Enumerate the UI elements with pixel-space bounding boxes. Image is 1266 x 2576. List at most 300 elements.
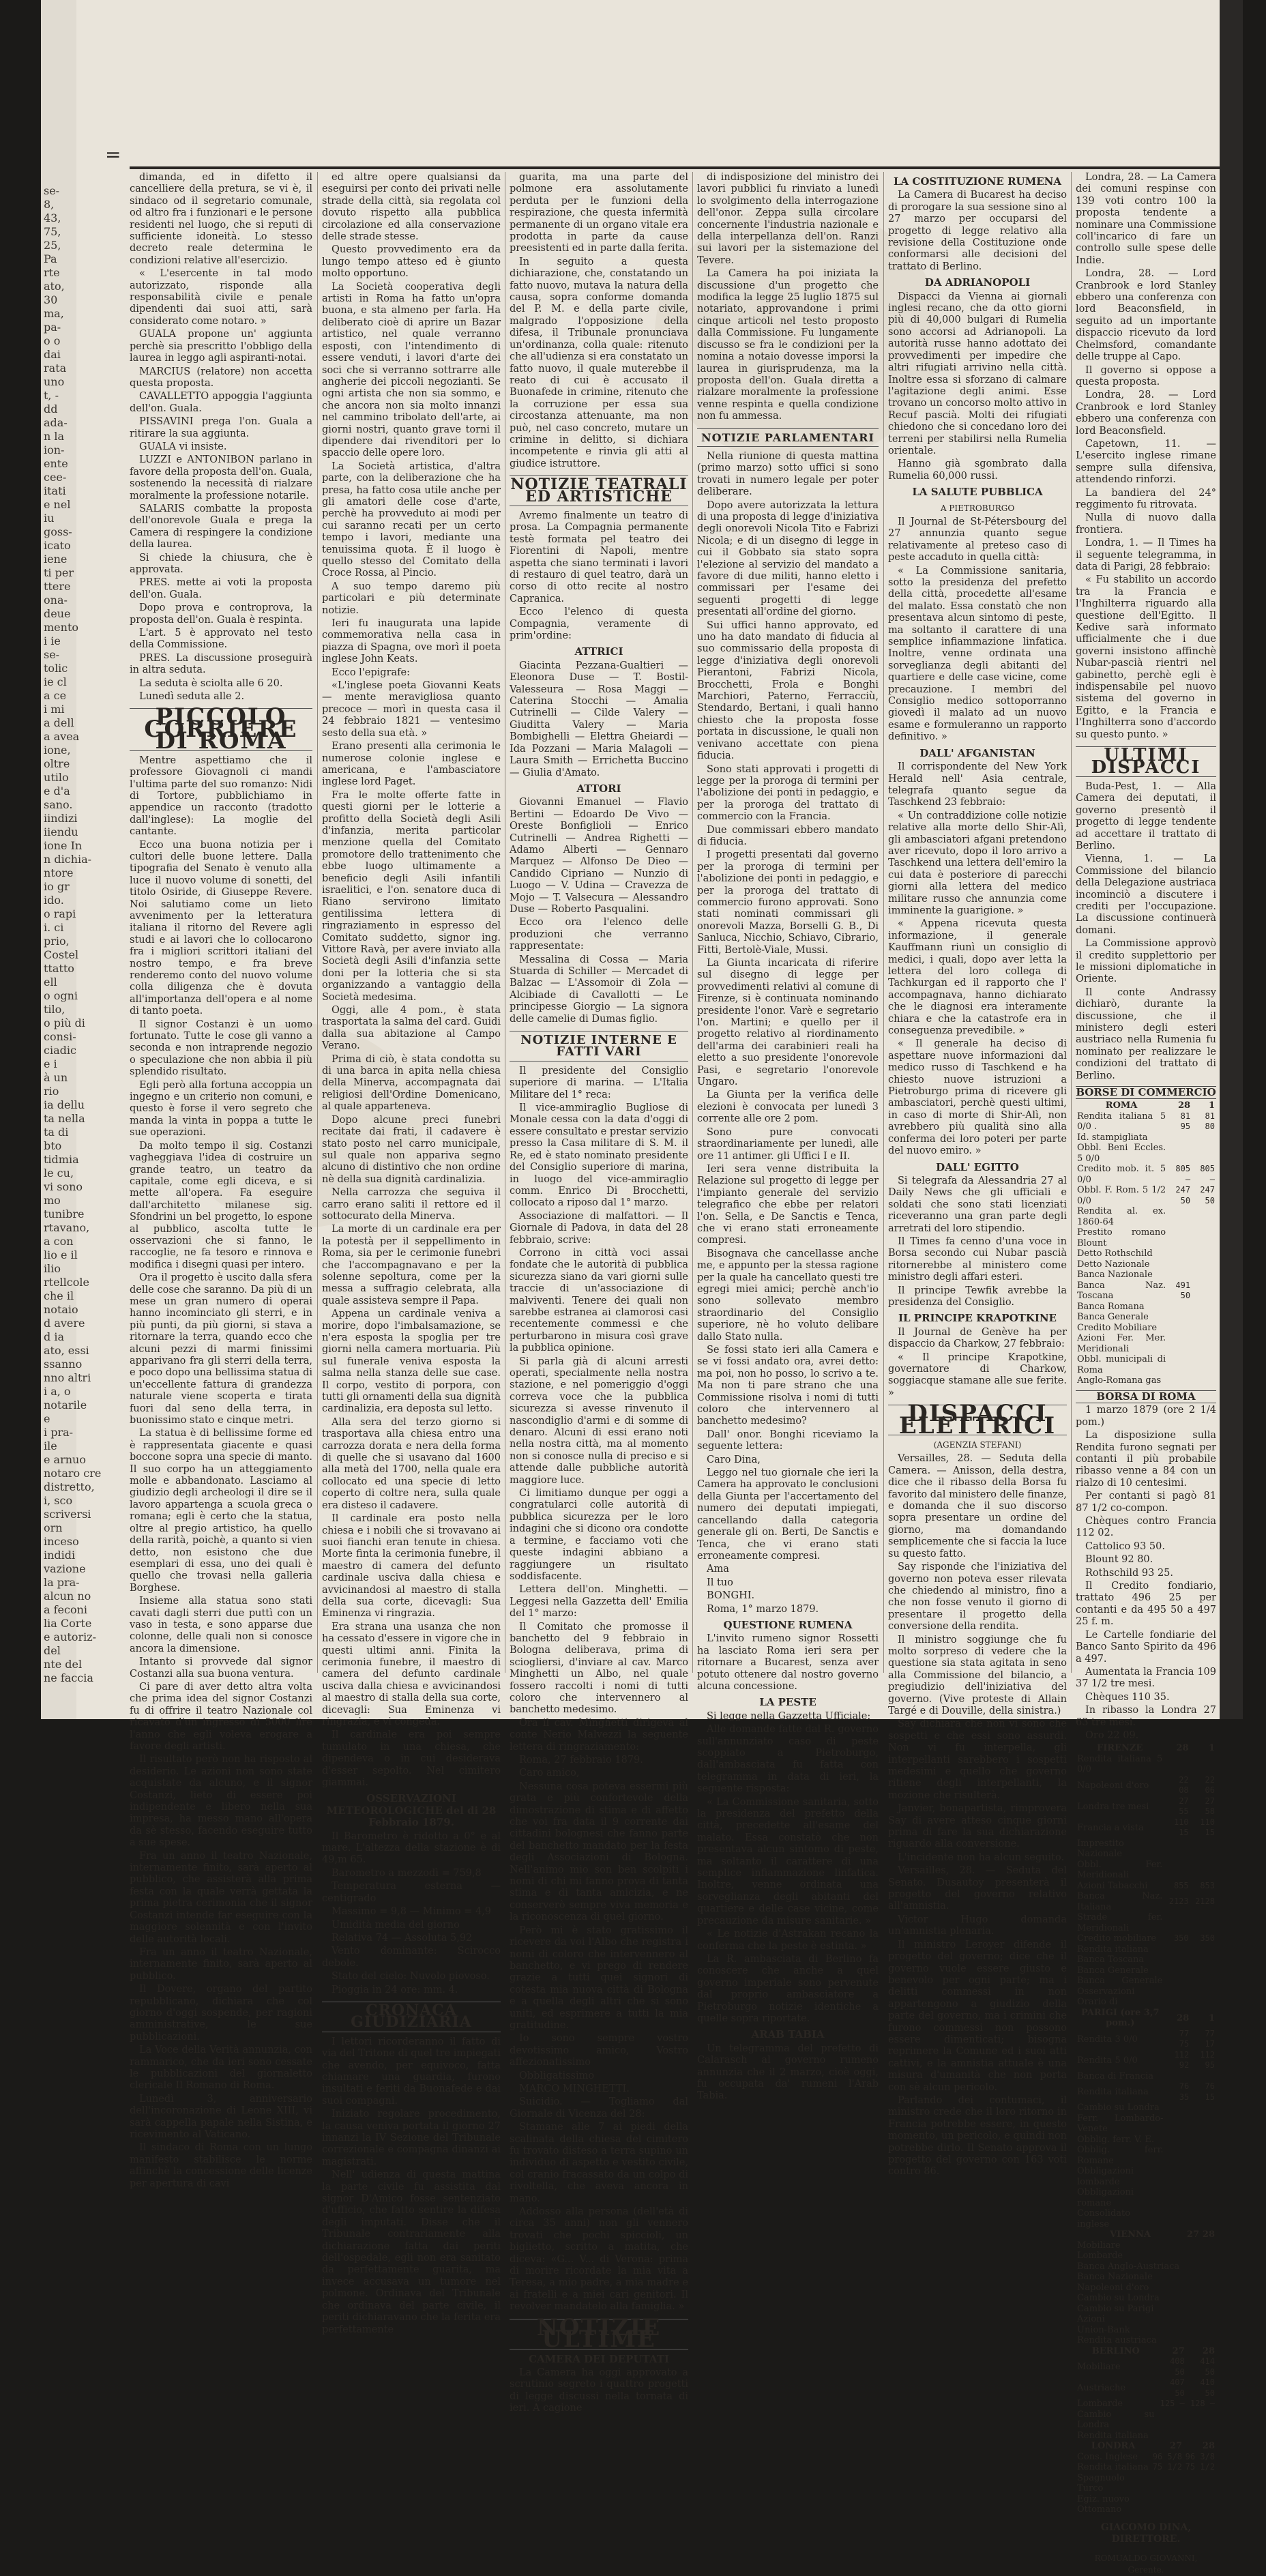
margin-fragment: ile [44, 1439, 57, 1452]
vienna-table [1076, 2229, 1216, 2346]
table-header-cell: 1 [1208, 1743, 1215, 1754]
table-row [1076, 2135, 1216, 2146]
table-cell: Detto Nazionale [1077, 1259, 1150, 1270]
table-row [1076, 1796, 1216, 1817]
margin-fragment: notaio [44, 1303, 78, 1316]
paragraph: Il Credito fondiario, trattato 496 25 per contanti e da 495 50 a 497 25 f. m. [1076, 1581, 1216, 1628]
paragraph: Il Journal de St-Pétersbourg del 27 annunzia quanto segue relativamente al preteso caso di peste accaduto in quella città: [888, 516, 1067, 564]
table-cell: Strade fer. Meridionali [1077, 1912, 1163, 1933]
column-5 [888, 172, 1067, 2178]
table-cell: Credito mobiliare [1077, 1933, 1157, 1944]
paragraph: Il presidente del Consiglio superiore di marina. — L'Italia Militare del 1° reca: [510, 1065, 688, 1100]
paragraph: Relativa 74 — Assoluta 5,92 [332, 1932, 473, 1944]
table-row [1076, 2081, 1216, 2103]
table-cell [1185, 2251, 1201, 2262]
margin-fragment: ente [44, 457, 68, 470]
camera-head: CAMERA DEI DEPUTATI [529, 2352, 669, 2365]
col4-paras [697, 172, 879, 423]
table-cell: 2123 [1168, 1897, 1189, 1907]
margin-fragment: ato, [44, 280, 65, 293]
margin-fragment: i ie [44, 634, 61, 647]
section-title-krapotkine: IL PRINCIPE KRAPOTKINE [898, 1312, 1057, 1325]
paragraph: Nella riunione di questa mattina (primo marzo) sotto uffici si sono trovati in numero legale per poter deliberare. [697, 450, 879, 498]
margin-fragment: dai [44, 348, 61, 361]
margin-fragment: i pra- [44, 1426, 74, 1439]
paragraph: La statua è di bellissime forme ed è rappresentata giacente e quasi boccone sopra una specie di manto. Il suo corpo ha un atteggiamento molle e abbandonato. Lasciamo al giudizio degli archeologi il dire se il lavoro appartenga a scuola greca o romana; egli è certo che la statua, oltre al pregio artistico, ha quello della rarità, poichè, a quanto si vien detto, non esistono che due esemplari di essa, uno dei quali è quello che trovasi nella galleria Borghese. [130, 1428, 312, 1594]
margin-fragment: ona- [44, 594, 68, 606]
table-cell: 77 75 [1179, 2028, 1190, 2049]
attori-list: Giovanni Emanuel — Flavio Bertini — Edoardo De Vivo — Oreste Bonfiglioli — Enrico Cutrinelli — Andrea Righetti — Adamo Alberti — Gennaro Marquez — Alfonso De Dieo — Candido Cipriano — Nunzio di Luogo — V. Udina — Cravezza de Mojo — T. Valsecura — Alessandro Duse — Roberto Pasqualini. [510, 797, 688, 915]
paragraph: « La Commissione sanitaria, sotto la presidenza del prefetto della città, precedette all'esame del malato. Essa constatò che non presentava alcun sintomo di peste, ma soltanto il carattere di una semplice infiammazione linfatica. Inoltre, venne ordinata una sorveglianza degli abitanti del quartiere e delle case vicine, come precauzione da misure sanitarie. » [697, 1796, 879, 1927]
margin-fragment: ione In [44, 839, 83, 852]
margin-fragment: e autoriz- [44, 1630, 97, 1643]
paragraph: Da molto tempo il sig. Costanzi vagheggiava l'idea di costruire un grande teatro, un teatro da capitale, come egli diceva, e si mette all'opera. Fa eseguire dall'architetto milanese sig. Sfondrini un bel progetto, lo espone al pubblico, ascolta tutte le osservazioni che si fanno, le raccoglie, ne fa tesoro e rinnova e modifica i disegni quasi per intero. [130, 1140, 312, 1270]
table-cell [1192, 1132, 1216, 1143]
paragraph: Intanto si provvede dal signor Costanzi alla sua buona ventura. [130, 1656, 312, 1680]
paragraph: Umidità media del giorno [332, 1919, 460, 1931]
attrici-head: ATTRICI [574, 645, 623, 658]
table-cell: 22 08 [1179, 1774, 1189, 1796]
margin-fragment: iu [44, 512, 55, 525]
margin-fragment: ntore [44, 866, 74, 879]
paragraph: Oggi, alle 4 pom., è stata trasportata la salma del card. Guidi dalla sua abitazione al Campo Verano. [322, 1005, 501, 1052]
attori-head: ATTORI [576, 782, 621, 795]
table-cell: Rendita italiana 5 0/0 [1077, 1753, 1163, 1775]
col3-paras4 [510, 1066, 688, 2313]
paragraph: Il Comitato che promosse il banchetto del 9 febbraio in Bologna deliberava, prima di sciogliersi, d'inviare al cav. Marco Minghetti un Albo, nel quale fossero raccolti i nomi di tutti coloro che intervennero al banchetto medesimo. [510, 1621, 688, 1716]
table-cell: Obbl. F. Rom. 5 1/2 0/0 [1077, 1185, 1166, 1206]
margin-fragment: o o [44, 334, 61, 347]
paragraph: Temperatura esterna — centigrado [322, 1881, 501, 1904]
table-cell [1167, 1333, 1192, 1354]
table-cell: Anglo-Romana gas [1077, 1375, 1162, 1386]
table-cell [1185, 2272, 1201, 2283]
paragraph: La Voce della Verità annunzia, con rammarico, che da ieri sono cessate le pubblicazioni del giornaletto clericale Il Romano di Roma. [130, 2045, 312, 2092]
margin-fragment: ta nella [44, 1112, 85, 1125]
table-cell: 96 5/8 [1152, 2451, 1183, 2461]
paragraph: Rothschild 93 25. [1085, 1567, 1173, 1579]
table-cell [1192, 1354, 1216, 1375]
table-cell: Banca Nazionale [1077, 1270, 1153, 1280]
section-title-costituzione: LA COSTITUZIONE RUMENA [894, 175, 1061, 188]
paragraph: « Un contraddizione colle notizie relative alla morte dello Shir-Alì, gli ambasciatori afgani pretendono aver ricevuto, dopo il loro arrivo a Taschkend una lettera dell'emiro la cui data è posteriore di parecchi giorni alla lettera del medico militare russo che annunzia come imminente la guarigione. » [888, 810, 1067, 916]
table-row [1076, 1976, 1216, 1997]
table-cell: Egiz. nuovo [1077, 2493, 1130, 2504]
margin-fragment: se- [44, 184, 60, 197]
paragraph: Il cardinale era poi sempre tumulato in una chiesa, che dipendeva o in cui desiderava d'esser sepolto. Nel cimitero giammai. [322, 1729, 501, 1789]
margin-fragment: mento [44, 621, 79, 634]
table-cell: Orario di [1077, 1997, 1118, 2008]
paragraph: Il risultato però non ha risposto al desiderio. Le azioni non sono state acquistate da alcuno, e il signor Costanzi, lieto di essere poi indipendente e libero nella sua impresa, ha messo mano all'opera da sè stesso, facendo eseguire tutto a sue spese. [130, 1754, 312, 1849]
table-cell [1192, 1302, 1216, 1313]
paragraph: « L'esercente in tal modo autorizzato, risponde alla responsabilità civile e penale dipendenti dai suoi atti, sarà considerato come notaro. » [130, 268, 312, 327]
paragraph: In ribasso la Londra 27 63 tre mesi. [1076, 1705, 1216, 1728]
table-cell [1190, 1965, 1216, 1976]
margin-fragment: vi sono [44, 1180, 83, 1193]
paragraph: di indisposizione del ministro dei lavori pubblici fu rinviato a lunedì lo svolgimento della interrogazione dell'onor. Zeppa sulla circolare concernente l'industria nazionale e della interpellanza dell'on. Ranzi sui lavori per la sistemazione del Tevere. [697, 172, 879, 266]
paragraph: Leggo nel tuo giornale che ieri la Camera ha approvato le conclusioni della Giunta per l'accertamento del numero dei deputati impiegati, cancellando dalla categoria generale gli on. Berti, De Sanctis e Tenca, che vi erano stati erroneamente compresi. [697, 1467, 879, 1562]
col5-paras2 [888, 291, 1067, 483]
left-margin-strip [41, 0, 102, 1719]
table-cell [1192, 1280, 1216, 1302]
table-cell: 491 50 [1175, 1280, 1191, 1301]
margin-fragment: la pra- [44, 1576, 80, 1589]
paragraph: Chèques contro Francia 112 02. [1076, 1516, 1216, 1539]
margin-fragment: goss- [44, 525, 72, 538]
paragraph: La disposizione sulla Rendita furono segnati per contanti il più probabile ribasso venne a 84 con un rialzo di 10 centesimi. [1076, 1430, 1216, 1489]
margin-fragment: le cu, [44, 1167, 74, 1180]
table-cell: 407 50 [1170, 2377, 1185, 2398]
paragraph: Versailles, 28. — Seduta del Senato. Dusautoy presenterà il progetto del governo relativo all'amnistia. [888, 1865, 1067, 1912]
paragraph: Chèques 110 35. [1085, 1691, 1170, 1703]
newspaper-page [41, 0, 1243, 2575]
margin-fragment: cee- [44, 471, 67, 484]
paragraph: Vento dominante: Scirocco debole. [322, 1946, 501, 1969]
paragraph: Dispacci da Vienna ai giornali inglesi recano, che da otto giorni più di 40,000 bulgari di Rumelia sono accorsi ad Adrianopoli. La autorità russe hanno adottato dei provvedimenti per impedire che altri rifugiati arrivino nella città. Inoltre essa si sforzano di calmare l'agitazione degli animi. Esse trovano un concorso molto attivo in Recuf pascià. Molti dei rifugiati chiedono che si concedano loro dei terreni per stabilirsi nella Rumelia orientale. [888, 291, 1067, 456]
paragraph: Il ministro soggiunge che fu molto sorpreso di vedere che la questione sia stata agitata in seno alla Commissione del bilancio, a pregiudizio dell'iniziativa del governo. (Vive proteste di Allain Targé e di Douville, della sinistra.) [888, 1634, 1067, 1716]
table-cell: Rendita italiana [1077, 2462, 1149, 2473]
table-cell: 75 1/2 [1185, 2462, 1215, 2472]
section-title-notizie-ultime: NOTIZIE ULTIME [510, 2319, 688, 2350]
table-cell [1167, 1270, 1192, 1280]
table-cell [1167, 1132, 1192, 1143]
paragraph: Fra le molte offerte fatte in questi giorni per le lotterie a profitto della Società degli Asili d'infanzia, merita particolar menzione quella del Comitato promotore dello trattenimento che ebbe luogo ultimamente a beneficio degli Asili infantili israelitici, e l'on. senatore duca di Riano servirono limitato gentilissima lettera di ringraziamento in espresso del Comitato suddetto, signor ing. Vittore Ravà, per avere inviato alla Società degli Asili d'infanzia sette doni per la lotteria che si sta organizzando a vantaggio della Società medesima. [322, 789, 501, 1003]
col1-paras [130, 172, 312, 703]
margin-fragment: scriversi [44, 1508, 91, 1521]
attrici-list: Giacinta Pezzana-Gualtieri — Eleonora Duse — T. Bostil-Valesseura — Rosa Maggi — Caterina Stocchi — Amalia Cutrinelli — Cilde Valery — Giuditta Valery — Maria Bombighelli — Elettra Gheiardi — Ida Pozzani — Maria Malagoli — Laura Smith — Errichetta Buccino — Giulia d'Amato. [510, 660, 688, 778]
table-row [1076, 2145, 1216, 2166]
table-cell [1192, 1259, 1216, 1270]
table-cell: Azioni [1077, 2314, 1105, 2325]
table-row [1076, 1754, 1216, 1775]
table-cell: Mobiliare [1077, 2240, 1121, 2251]
table-row [1076, 1891, 1216, 1912]
margin-fragment: i. ci [44, 921, 64, 934]
table-row [1076, 2251, 1216, 2262]
table-cell [1165, 2145, 1191, 2166]
paragraph: Per contanti si pagò 81 87 1/2 co-compon. [1076, 1491, 1216, 1514]
paragraph: Fra un anno il teatro Nazionale, internamente finito, sarà aperto al pubblico. [130, 1946, 312, 1982]
table-cell: 96 3/8 [1185, 2451, 1215, 2461]
table-cell [1190, 1912, 1216, 1933]
paragraph: «L'inglese poeta Giovanni Keats — mente meravigliosa quanto precoce — morì in questa casa il 24 febbraio 1821 — ventesimo sesto della sua età. » [322, 680, 501, 739]
margin-fragment: oltre [44, 757, 70, 770]
margin-fragment: ion- [44, 443, 65, 456]
paragraph: Lunedì seduta alle 2. [139, 691, 245, 703]
section-title-parlamentari: NOTIZIE PARLAMENTARI [697, 428, 879, 447]
page-right-edge [1220, 0, 1243, 1719]
table-cell [1185, 2293, 1201, 2304]
paragraph: Ecco ora l'elenco delle produzioni che verranno rappresentate: [510, 917, 688, 952]
borsa-roma-title: BORSA DI ROMA [1076, 1390, 1216, 1403]
table-cell [1190, 1860, 1216, 1881]
table-header-cell: 28 [1176, 1743, 1189, 1754]
margin-fragment: pa- [44, 321, 61, 334]
table-row [1076, 2103, 1216, 2113]
table-cell [1192, 1270, 1216, 1280]
table-cell [1190, 1754, 1216, 1775]
section-title-salute: LA SALUTE PUBBLICA [912, 486, 1043, 499]
column-2 [322, 172, 501, 2335]
table-cell: 110 15 [1173, 1817, 1189, 1838]
paragraph: Stato del cielo: Nuvolo piovoso. [332, 1971, 490, 1982]
table-header-cell: 1 [1208, 1100, 1215, 1111]
paragraph: Londra, 28. — La Camera dei comuni respinse con 139 voti contro 100 la proposta tendente a nominare una Commissione coll'incarico di fare un controllo sulle spese delle Indie. [1076, 172, 1216, 266]
paragraph: PRES. La discussione proseguirà in altra seduta. [130, 652, 312, 676]
paragraph: Si legge nella Gazzetta Ufficiale: [707, 1710, 871, 1722]
paragraph: PRES. mette ai voti la proposta dell'on. Guala. [130, 577, 312, 600]
table-cell [1190, 2208, 1216, 2229]
table-header-cell: FIRENZE [1097, 1743, 1143, 1754]
table-cell [1165, 2113, 1191, 2135]
table-row [1076, 2262, 1216, 2272]
margin-fragment: indidi [44, 1549, 76, 1562]
table-header-cell: 28 [1202, 2345, 1215, 2356]
paragraph: MARCIUS (relatore) non accetta questa proposta. [130, 366, 312, 389]
margin-fragment: notarile [44, 1399, 87, 1411]
table-cell [1164, 1997, 1190, 2008]
table-cell [1164, 1860, 1190, 1881]
column-rule [692, 172, 693, 1673]
paragraph: Il ministro Leroyer difende il progetto del governo; dice che il governo vuole essere giusto e benevolo per ogni parte; ma i delitti commessi in non appartengono a giudizio della parte del governo, ma i crimini che furono commessi non possono essere dimenticati; bisogna reprimere la Comune ed i suoi atti cattivi, e la amnistia attuale è una misura d'umanità che non porta con sè alcun pericolo. [888, 1939, 1067, 2093]
table-cell [1190, 1976, 1216, 1997]
table-row [1076, 1185, 1216, 1206]
margin-fragment: a dell [44, 716, 74, 729]
table-cell: Banca di Francia [1077, 2070, 1153, 2081]
table-cell: 2128 [1195, 1897, 1215, 1907]
margin-fragment: rio [44, 1085, 59, 1098]
table-cell [1201, 2293, 1216, 2304]
paragraph: Addosso alla persona (dell'età di circa 35 anni) non gli vennero trovati che pochi spiccioli, un biglietto, scritto a matita, che diceva: «G... V... di Verona: prima di morire ricordate la mia vita a Teresa, a mio padre, a mia madre e ai fratelli e a miei cari genitori. Il revolver mandatelo alla famiglia. » [510, 2206, 688, 2313]
paragraph: guarita, ma una parte del polmone era assolutamente perduta per le funzioni della respirazione, che questa infermità permanente di un organo vitale era prodotta in parte da cause preesistenti ed in parte dalla ferita. [510, 172, 688, 254]
margin-fragment: o rapi [44, 907, 76, 920]
paragraph: Il conte Andrassy dichiarò, durante la discussione, che il ministero degli esteri austriaco nella Rumenia fu nominato per realizzare le condizioni del trattato di Berlino. [1076, 986, 1216, 1081]
col1-paras2 [130, 755, 312, 2190]
table-cell: 112 95 [1200, 2049, 1215, 2070]
table-row [1076, 2208, 1216, 2229]
paragraph: Ecco l'epigrafe: [332, 667, 410, 678]
paragraph: « Fu stabilito un accordo tra la Francia e l'Inghilterra riguardo alla questione dell'Egitto. Il Kedive sarà informato ufficialmente che i due governi insistono affinchè Nubar-pascià rientri nel gabinetto, perchè egli è indispensabile pel nuovo sistema del governo in Egitto, e la Francia e l'Inghilterra sono d'accordo su questo punto. » [1076, 574, 1216, 740]
paragraph: Sono stati approvati i progetti di legge per la proroga di termini per l'abolizione dei ponti in pedaggio, e per la proroga del trattato di commercio con la Francia. [697, 763, 879, 823]
margin-fragment: che il [44, 1289, 74, 1302]
folio-mark: = [105, 143, 121, 166]
table-row [1076, 2050, 1216, 2071]
table-cell: Obblig. ferr. V. E. [1077, 2134, 1154, 2145]
paragraph: Roma, 27 febbraio 1879. [519, 1755, 643, 1766]
table-row [1076, 2272, 1216, 2283]
margin-fragment: ie cl [44, 675, 67, 688]
paragraph: Il sindaco di Roma con un lungo manifesto stabilisce le norme affinchè la concessione delle licenze per apertura di cavi [130, 2142, 312, 2189]
table-cell [1192, 1227, 1216, 1248]
table-cell [1165, 2166, 1191, 2187]
margin-fragment: iindizi [44, 812, 78, 825]
margin-fragment: e i [44, 1057, 57, 1070]
table-row [1076, 2462, 1216, 2473]
berlino-table [1076, 2346, 1216, 2442]
paragraph: Oro 22 09. [1085, 1729, 1139, 1741]
table-cell: Azioni Tabacchi [1077, 1880, 1148, 1891]
table-cell: 247 50 [1200, 1185, 1215, 1205]
margin-fragment: Costel [44, 948, 79, 961]
table-row [1076, 2335, 1216, 2346]
table-cell: Rendita 5 0/0 [1077, 2055, 1138, 2066]
col5-paras5 [888, 1175, 1067, 1308]
section-title-notizie-interne: NOTIZIE INTERNE E FATTI VARI [510, 1031, 688, 1062]
paragraph: Corrono in città voci assai fondate che le autorità di pubblica sicurezza siano da vari giorni sulle traccie di un'associazione di malviventi. Tenere dei quali non sarebbe estranea ai clamorosi casi recentemente commessi e che perturbarono in misura così grave la pubblica opinione. [510, 1247, 688, 1354]
col4-paras3 [697, 1633, 879, 1693]
margin-fragment: prio, [44, 935, 70, 948]
margin-fragment: i mi [44, 703, 65, 716]
col3-paras [510, 172, 688, 470]
paragraph: Roma, 1° marzo 1879. [707, 1603, 819, 1615]
paragraph: Appena un cardinale veniva a morire, dopo l'imbalsamazione, se n'era esposta la spoglia per tre giorni nella camera mortuaria. Più sul funerale veniva esposta la salma nella stanza delle sue case. Il corpo, vestito di porpora, con tutti gli ornamenti della sua dignità cardinalizia, era deposta sul letto. [322, 1308, 501, 1415]
table-cell: Cons. Inglese [1077, 2451, 1138, 2462]
paragraph: Ci limitiamo dunque per oggi a congratularci colle autorità di pubblica sicurezza per le loro indagini che si dicono ora condotte a termine, e facciamo voti che queste indagini abbiano a raggiungere un risultato soddisfacente. [510, 1488, 688, 1582]
paragraph: Ama [707, 1564, 729, 1575]
margin-fragment: vazione [44, 1562, 86, 1575]
table-cell [1190, 2187, 1216, 2208]
table-row [1076, 2431, 1216, 2442]
margin-fragment: à un [44, 1071, 68, 1084]
table-row [1076, 1775, 1216, 1796]
table-cell: Cambio su Parigi [1077, 2303, 1154, 2314]
table-cell [1192, 1206, 1216, 1227]
table-row [1076, 2071, 1216, 2082]
paragraph: Alle domande fatte dal R. governo sull'annunziato caso di peste scoppiato a Pietroburgo, dall'ambasciata fu fatta con telegramma in data di ieri, la seguente risposta: [697, 1724, 879, 1795]
column-4 [697, 172, 879, 2102]
paragraph: Il vice-ammiraglio Bugliose di Monale cessa con la data d'oggi di essere consultato e prestar servizio presso la Casa militare di S. M. il Re, ed è stato nominato presidente del Consiglio superiore di marina, in luogo del vice-ammiraglio comm. Enrico Di Brocchetti, collocato a riposo dal 1° marzo. [510, 1102, 688, 1209]
table-cell: Spagnuolo [1077, 2472, 1125, 2483]
paragraph: Il cardinale era posto nella chiesa e i nobili che si trovavano ai suoi fianchi eran tenute in chiesa. Morte finta la cerimonia funebre, il maestro di camera del defunto cardinale usciva dalla chiesa e avvicinandosi al maestro di stalla della sua corte, dicevagli: Sua Eminenza vi ringrazia. [322, 1513, 501, 1620]
table-cell: Cambio su Londra [1077, 2409, 1155, 2431]
table-cell: 77 17 [1205, 2028, 1215, 2049]
paragraph: Il corrispondente del New York Herald nell' Asia centrale, telegrafa quanto segue da Taschkend 23 febbraio: [888, 761, 1067, 808]
table-cell [1167, 1354, 1192, 1375]
table-cell: 22 06 [1205, 1774, 1215, 1796]
table-cell: Banca Romana [1077, 1301, 1145, 1312]
paragraph: Ecco una buona notizia per i cultori delle buone lettere. Dalla tipografia del Senato è venuto alla luce il nuovo volume di sonetti, del titolo Osiride, di Giuseppe Revere. Noi salutiamo come un lieto avvenimento per la letteratura italiana il ritorno del Revere agli studi e ai lavori che lo collocarono fra i migliori scrittori italiani del nostro tempo, e fra breve renderemo conto del nuovo volume colla diligenza che è dovuta all'importanza dell'opera e al nome di tanto poeta. [130, 839, 312, 1017]
paragraph: Era strana una usanza che non ha cessato d'essere in vigore che in questi ultimi anni. Finita la cerimonia funebre, il maestro di camera del defunto cardinale usciva dalla chiesa e avvicinandosi al maestro di stalla della sua corte, dicevagli: Sua Eminenza vi ringrazia, e vi congeda. [322, 1621, 501, 1727]
margin-fragment: i, sco [44, 1494, 73, 1507]
paragraph: La Camera ha oggi approvato a scrutinio segreto i quattro progetti di legge discussi nella tornata di ieri. A cagione [510, 2367, 688, 2414]
table-cell: Credito Mobiliare [1077, 1322, 1158, 1333]
table-cell [1185, 2335, 1201, 2346]
roma-table [1076, 1100, 1216, 1386]
margin-fragment: orn [44, 1521, 63, 1534]
table-cell: Londra tre mesi [1077, 1801, 1149, 1812]
table-row [1076, 2283, 1216, 2294]
paragraph: Alla sera del terzo giorno si trasportava alla chiesa entro una carrozza dorata e nera della forma di quelle che si usavano dal 1600 alla metà del 1700, nella quale era collocato ed una specie di letto coperto di coltre nera, sulla quale era disteso il cadavere. [322, 1416, 501, 1511]
table-cell [1164, 1839, 1190, 1860]
table-cell: Union-Bank [1077, 2324, 1130, 2335]
margin-fragment: ell [44, 976, 57, 989]
paragraph: Il governo si oppose a questa proposta. [1076, 364, 1216, 387]
table-cell: 81 95 [1180, 1111, 1191, 1132]
margin-fragment: inceso [44, 1535, 79, 1548]
paragraph: La seduta è sciolta alle 6 20. [139, 677, 283, 689]
table-cell: 410 50 [1200, 2377, 1215, 2398]
margin-fragment: ne faccia [44, 1671, 93, 1684]
table-cell: Lombarde [1077, 2251, 1123, 2262]
paragraph: Egli però alla fortuna accoppia un ingegno e un criterio non comuni, e questo è forse il vero segreto che manda la vinta in poppa a tutte le sue operazioni. [130, 1079, 312, 1139]
column-rule [1071, 172, 1072, 1673]
table-row [1076, 1206, 1216, 1227]
margin-fragment: notaro cre [44, 1467, 102, 1480]
paragraph: Massimo = 9,8 — Minimo = 4,9 [332, 1906, 492, 1918]
margin-fragment: nte del [44, 1658, 83, 1671]
table-cell [1183, 2473, 1216, 2484]
table-row [1076, 1323, 1216, 1334]
table-cell: Banca Nazionale [1077, 2272, 1153, 2283]
paragraph: Dopo avere autorizzata la lettura di una proposta di legge d'iniziativa degli onorevoli Nicola Tito e Fabrizi Nicola; e di un disegno di legge in cui il Gobbato sia stato sopra l'elezione al servizio del mandato a favore di due militi, hanno eletto i commissari per l'esame dei seguenti progetti di legge presentati all'ordine del giorno. [697, 499, 879, 618]
table-cell: Obbl. Fer. Meridionali [1077, 1859, 1163, 1881]
paragraph: Si chiede la chiusura, che è approvata. [130, 552, 312, 575]
table-row [1076, 1302, 1216, 1313]
margin-fragment: a feconi [44, 1603, 88, 1616]
table-row [1076, 2410, 1216, 2431]
paragraph: BONGHI. [707, 1590, 755, 1602]
paragraph: Ieri sera venne distribuita la Relazione sul progetto di legge per l'impianto generale del servizio telegrafico che ebbe per relatori l'on. Sella, e De Sanctis e Tenca, che vi erano stati erroneamente compresi. [697, 1163, 879, 1246]
margin-fragment: tidmia [44, 1153, 79, 1166]
section-title-piccolo-corriere: PICCOLO CORRIERE DI ROMA [130, 708, 312, 750]
paragraph: I progetti presentati dal governo per la proroga di termini per l'abolizione dei ponti in pedaggio, e per la proroga del trattato di commercio furono approvati. Sono stati nominati commissari gli onorevoli Mazza, Borselli G. B., Di Sanluca, Nicchio, Schiavo, Cibrario, Fitti, Bertolè-Viale, Mussi. [697, 849, 879, 956]
table-row [1076, 2240, 1216, 2251]
margin-fragment: iiendu [44, 825, 78, 838]
table-cell: Lombarde [1077, 2399, 1123, 2410]
paragraph: GUALA vi insiste. [139, 441, 227, 452]
paragraph: Janvier, bonapartista, rimprovera Say di avere atteso cinque giorni prima di fare la sua dichiarazione riguardo alla conversione. [888, 1803, 1067, 1850]
paragraph: Se fossi stato ieri alla Camera e se vi fossi andato ora, avrei detto: ma poi, non ho posso, lo scrivo a te. Ma non ti pare strano che una Commissione risolva i nomi di tutti coloro che intervennero al banchetto medesimo? [697, 1345, 879, 1427]
table-cell: Prestito romano Blount [1077, 1227, 1166, 1248]
paragraph: L'incidente non ha alcun seguito. [898, 1852, 1065, 1863]
paragraph: dimanda, ed in difetto il cancelliere della pretura, se vi è, il sindaco od il segretario comunale, od altro fra i funzionari e le persone residenti nel luogo, che si reputi di sufficiente idoneità. Lo stesso decreto reale determina le condizioni relative all'esercizio. [130, 172, 312, 266]
table-row [1076, 2399, 1216, 2410]
paragraph: Però mi è stato gratissimo il ricevere da voi l'Albo che registra i nomi di coloro che intervennero al banchetto, e vi prego di rendere grazie a tutti quei signori di cotesta mia nuova città di Bologna e a quella degli altri che si sono uniti, ed esprimere a tutti la mia gratitudine. [510, 1924, 688, 2031]
table-row [1076, 1333, 1216, 1354]
table-cell [1192, 1333, 1216, 1354]
table-row [1076, 1375, 1216, 1386]
section-title-questione-rumena: QUESTIONE RUMENA [723, 1618, 853, 1631]
table-cell: 805 — [1200, 1164, 1215, 1184]
table-cell: Rendita al. ex. 1860-64 [1077, 1206, 1166, 1227]
table-cell [1192, 1143, 1216, 1164]
table-cell: Cambio su Londra [1077, 2293, 1160, 2304]
margin-fragment: itati [44, 484, 66, 497]
table-cell [1190, 1955, 1216, 1965]
paragraph: PISSAVINI prega l'on. Guala a ritirare la sua aggiunta. [130, 416, 312, 439]
table-cell: 805 — [1175, 1164, 1191, 1184]
table-cell [1192, 1323, 1216, 1334]
margin-fragment: a ce [44, 689, 67, 702]
table-header-cell: 27 [1169, 2441, 1183, 2452]
paragraph: Bisognava che cancellasse anche me, e appunto per la stessa ragione per la quale ha cancellato questi tre egregi miei amici; perchè anch'io sono sollevato membro straordinario del Consiglio superiore, nè ho voluto delibare dallo Stato nulla. [697, 1248, 879, 1343]
col5-paras6 [888, 1327, 1067, 1399]
table-cell: Cambio su Londra [1077, 2103, 1160, 2113]
margin-fragment: ilio [44, 1262, 61, 1275]
table-cell: 27 58 [1205, 1796, 1215, 1817]
paragraph: CAVALLETTO appoggia l'aggiunta dell'on. Guala. [130, 391, 312, 414]
paragraph: ed altre opere qualsiansi da eseguirsi per conto dei privati nelle strade della città, sia regolata col dovuto rispetto alla pubblica circolazione ed alla conservazione delle strade stesse. [322, 172, 501, 243]
table-cell: Ferr. Lombardo-Venete [1077, 2113, 1164, 2135]
table-cell [1201, 2335, 1216, 2346]
margin-fragment: ta di [44, 1126, 69, 1139]
table-row [1076, 2377, 1216, 2399]
top-rule [130, 166, 1221, 169]
table-row [1076, 1259, 1216, 1270]
table-cell [1165, 2208, 1191, 2229]
table-cell [1156, 2410, 1186, 2431]
margin-fragment: rata [44, 362, 67, 375]
